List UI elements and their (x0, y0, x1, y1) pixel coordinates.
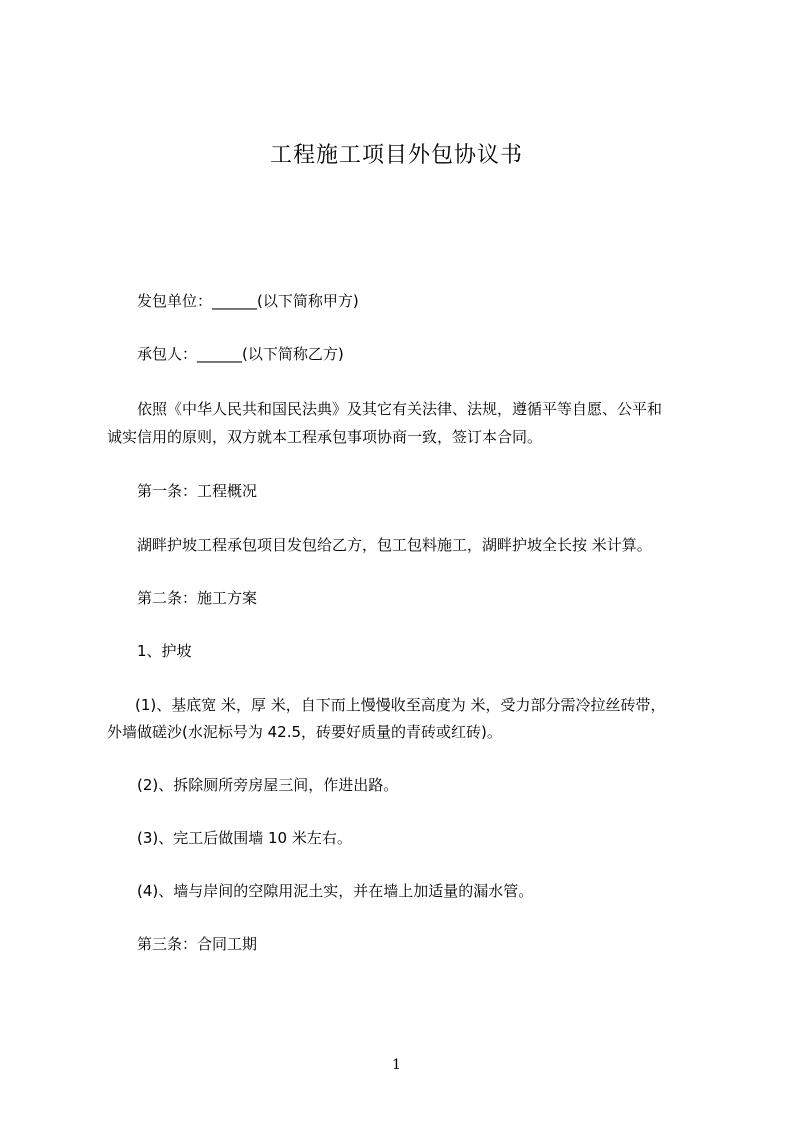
heading-slope-protection: 1、护坡 (137, 642, 192, 660)
heading-article-1: 第一条：工程概况 (137, 482, 258, 500)
paragraph-item-1-line-2: 外墙做磋沙(水泥标号为 42.5，砖要好质量的青砖或红砖)。 (107, 723, 502, 741)
paragraph-contractor-unit: 发包单位：______(以下简称甲方) (137, 292, 359, 310)
paragraph-item-1-line-1: (1)、基底宽 米，厚 米，自下而上慢慢收至高度为 米，受力部分需冷拉丝砖带， (135, 696, 666, 714)
document-title: 工程施工项目外包协议书 (269, 143, 523, 168)
paragraph-basis-line-2: 诚实信用的原则，双方就本工程承包事项协商一致，签订本合同。 (107, 428, 543, 446)
heading-article-3: 第三条：合同工期 (137, 935, 258, 953)
paragraph-item-2: (2)、拆除厕所旁房屋三间，作进出路。 (137, 776, 399, 794)
paragraph-basis-line-1: 依照《中华人民共和国民法典》及其它有关法律、法规，遵循平等自愿、公平和 (137, 400, 663, 418)
page-number: 1 (392, 1057, 401, 1073)
paragraph-project-overview: 湖畔护坡工程承包项目发包给乙方，包工包料施工，湖畔护坡全长按 米计算。 (137, 536, 652, 554)
paragraph-item-4: (4)、墙与岸间的空隙用泥土实，并在墙上加适量的漏水管。 (137, 882, 534, 900)
paragraph-contractee: 承包人：______(以下简称乙方) (137, 345, 344, 363)
heading-article-2: 第二条：施工方案 (137, 589, 258, 607)
paragraph-item-3: (3)、完工后做围墙 10 米左右。 (137, 829, 352, 847)
